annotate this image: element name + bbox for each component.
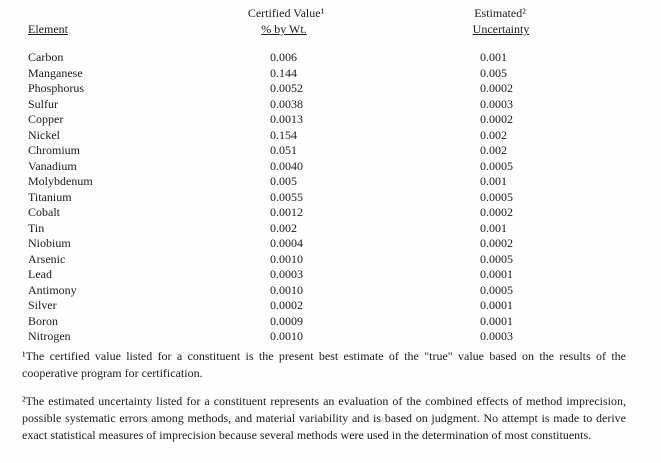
uncertainty-value: 0.0005 xyxy=(480,282,513,297)
certified-value: 0.0003 xyxy=(270,267,303,281)
table-row xyxy=(28,252,661,268)
uncertainty-value: 0.0002 xyxy=(480,112,513,126)
uncertainty-value: 0.0002 xyxy=(480,205,513,219)
uncertainty-value: 0.001 xyxy=(480,50,507,64)
table-row xyxy=(28,205,661,221)
element-name: Nickel xyxy=(28,127,60,142)
table-row xyxy=(28,221,661,237)
table-row xyxy=(28,159,661,175)
table-row xyxy=(28,50,661,66)
element-name: Carbon xyxy=(28,50,64,64)
certified-value: 0.154 xyxy=(270,127,297,142)
table-row xyxy=(28,267,661,283)
table-row xyxy=(28,236,661,252)
uncertainty-value: 0.0005 xyxy=(480,158,513,173)
element-name: Nitrogen xyxy=(28,329,71,343)
element-name: Chromium xyxy=(28,143,81,157)
elements-table xyxy=(28,50,661,345)
table-row xyxy=(28,143,661,159)
uncertainty-value: 0.001 xyxy=(480,174,507,188)
footnote-certified-value: ¹The certified value listed for a constituent is the present best estimate of the "true" value based on the results of the cooperative program for certification. xyxy=(22,349,626,380)
certified-value: 0.005 xyxy=(270,174,297,188)
certified-value: 0.144 xyxy=(270,65,297,80)
element-name: Vanadium xyxy=(28,158,77,173)
element-name: Copper xyxy=(28,112,64,126)
element-name: Titanium xyxy=(28,189,72,204)
table-row xyxy=(28,174,661,190)
element-name: Phosphorus xyxy=(28,81,85,95)
certified-value: 0.051 xyxy=(270,143,297,157)
certified-value: 0.0052 xyxy=(270,81,303,95)
uncertainty-value: 0.005 xyxy=(480,65,507,80)
certified-value: 0.002 xyxy=(270,220,297,235)
element-name: Silver xyxy=(28,298,57,312)
table-row xyxy=(28,81,661,97)
table-row xyxy=(28,298,661,314)
percent-by-wt-header: % by Wt. xyxy=(261,22,307,36)
table-row xyxy=(28,329,661,345)
element-name: Molybdenum xyxy=(28,174,93,188)
table-row xyxy=(28,190,661,206)
certified-value: 0.0009 xyxy=(270,313,303,328)
table-row xyxy=(28,66,661,82)
table-row xyxy=(28,97,661,113)
certified-value: 0.0055 xyxy=(270,189,303,204)
footnote-estimated-uncertainty: ²The estimated uncertainty listed for a constituent represents an evaluation of the combined effects of method imprecision, possible systematic errors among methods, and material variability and is based on judgment. No attempt is made to derive exact statistical measures of imprecision because several methods were used in the determination of most constituents. xyxy=(22,394,626,442)
table-row xyxy=(28,314,661,330)
estimated-header: Estimated² xyxy=(474,6,526,20)
element-name: Tin xyxy=(28,220,45,235)
uncertainty-value: 0.0005 xyxy=(480,189,513,204)
certified-value: 0.0004 xyxy=(270,236,303,250)
certified-value: 0.0010 xyxy=(270,282,303,297)
certified-value-header: Certified Value¹ xyxy=(247,6,325,20)
uncertainty-value: 0.0001 xyxy=(480,298,513,312)
uncertainty-value: 0.0005 xyxy=(480,251,513,266)
table-row xyxy=(28,128,661,144)
uncertainty-value: 0.001 xyxy=(480,220,507,235)
uncertainty-value: 0.0002 xyxy=(480,236,513,250)
certified-value: 0.0010 xyxy=(270,329,303,343)
element-name: Manganese xyxy=(28,65,83,80)
certified-value: 0.0040 xyxy=(270,158,303,173)
table-row xyxy=(28,112,661,128)
uncertainty-value: 0.0003 xyxy=(480,96,513,111)
element-name: Arsenic xyxy=(28,251,66,266)
uncertainty-value: 0.002 xyxy=(480,127,507,142)
certified-value: 0.0038 xyxy=(270,96,303,111)
uncertainty-value: 0.0002 xyxy=(480,81,513,95)
element-name: Antimony xyxy=(28,282,77,297)
certified-value: 0.006 xyxy=(270,50,297,64)
certified-value: 0.0012 xyxy=(270,205,303,219)
certified-value: 0.0010 xyxy=(270,251,303,266)
table-row xyxy=(28,283,661,299)
element-header: Element xyxy=(28,22,68,36)
uncertainty-value: 0.0003 xyxy=(480,329,513,343)
uncertainty-value: 0.0001 xyxy=(480,267,513,281)
uncertainty-value: 0.0001 xyxy=(480,313,513,328)
element-name: Boron xyxy=(28,313,58,328)
uncertainty-value: 0.002 xyxy=(480,143,507,157)
certified-value: 0.0013 xyxy=(270,112,303,126)
element-name: Sulfur xyxy=(28,96,58,111)
certified-value: 0.0002 xyxy=(270,298,303,312)
element-name: Cobalt xyxy=(28,205,60,219)
element-name: Lead xyxy=(28,267,52,281)
uncertainty-header: Uncertainty xyxy=(472,22,530,36)
element-name: Niobium xyxy=(28,236,71,250)
